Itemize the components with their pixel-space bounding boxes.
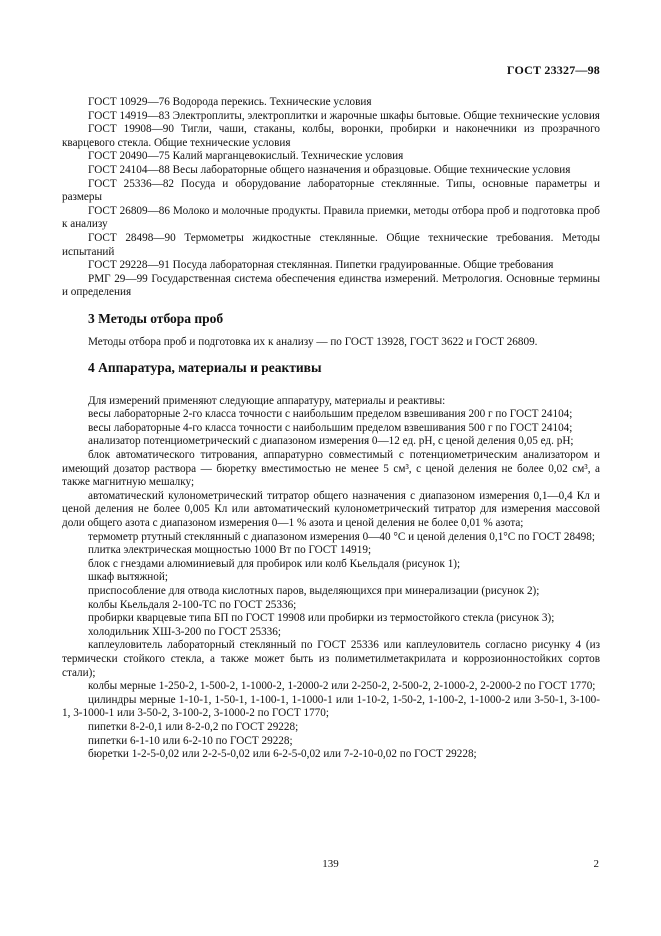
reference-line: ГОСТ 28498—90 Термометры жидкостные стеклянные. Общие технические требования. Методы испытаний <box>62 231 600 258</box>
equipment-item: блок автоматического титрования, аппаратурно совместимый с потенциометрическим анализатором и имеющий дозатор раствора — бюретку вместимостью не менее 5 см³, с ценой деления не более 0,02 см³, а также магнитную мешалку; <box>62 449 600 489</box>
document-code: ГОСТ 23327—98 <box>506 63 600 77</box>
equipment-item: цилиндры мерные 1-10-1, 1-50-1, 1-100-1, 1-1000-1 или 1-10-2, 1-50-2, 1-100-2, 1-1000-2 или 3-50-1, 3-100-1, 3-1000-1 или 3-50-2, 3-100-2, 3-1000-2 по ГОСТ 1770; <box>62 693 600 720</box>
equipment-item: термометр ртутный стеклянный с диапазоном измерения 0—40 °С и ценой деления 0,1°С по ГОСТ 28498; <box>88 530 595 543</box>
reference-line: ГОСТ 19908—90 Тигли, чаши, стаканы, колбы, воронки, пробирки и наконечники из прозрачного кварцевого стекла. Общие технические условия <box>62 123 600 149</box>
section-3-text: Методы отбора проб и подготовка их к анализу — по ГОСТ 13928, ГОСТ 3622 и ГОСТ 26809. <box>88 335 538 348</box>
equipment-item: пробирки кварцевые типа БП по ГОСТ 19908 или пробирки из термостойкого стекла (рисунок 3); <box>88 612 555 625</box>
reference-line: ГОСТ 10929—76 Водорода перекись. Технические условия <box>88 96 372 108</box>
equipment-item: каплеуловитель лабораторный стеклянный по ГОСТ 25336 или каплеуловитель согласно рисунку 4 (из термически стойкого стекла, а также может быть из полиметилметакрилата и коррозионностойких сортов стали); <box>62 639 600 679</box>
sheet-number: 2 <box>593 858 599 870</box>
section-4-title: 4 Аппаратура, материалы и реактивы <box>88 360 322 376</box>
reference-line: ГОСТ 25336—82 Посуда и оборудование лабораторные стеклянные. Типы, основные параметры и размеры <box>62 177 600 204</box>
section-3-title: 3 Методы отбора проб <box>88 310 224 326</box>
equipment-item: колбы мерные 1-250-2, 1-500-2, 1-1000-2, 1-2000-2 или 2-250-2, 2-500-2, 2-1000-2, 2-2000-2 по ГОСТ 1770; <box>88 680 596 693</box>
equipment-item: шкаф вытяжной; <box>88 571 168 584</box>
equipment-item: весы лабораторные 4-го класса точности с наибольшим пределом взвешивания 500 г по ГОСТ 24104; <box>88 421 573 434</box>
equipment-item: приспособление для отвода кислотных паров, выделяющихся при минерализации (рисунок 2); <box>88 585 540 597</box>
equipment-item: анализатор потенциометрический с диапазоном измерения 0—12 ед. pH, с ценой деления 0,05 ед. pH; <box>88 435 574 448</box>
reference-line: ГОСТ 20490—75 Калий марганцевокислый. Технические условия <box>88 150 404 163</box>
page-content <box>62 96 600 762</box>
reference-line: ГОСТ 26809—86 Молоко и молочные продукты. Правила приемки, методы отбора проб и подготовка проб к анализу <box>62 204 600 231</box>
equipment-item: пипетки 6-1-10 или 6-2-10 по ГОСТ 29228; <box>88 734 293 747</box>
reference-line: ГОСТ 29228—91 Посуда лабораторная стеклянная. Пипетки градуированные. Общие требования <box>88 259 554 272</box>
reference-line: ГОСТ 24104—88 Весы лабораторные общего назначения и образцовые. Общие технические условия <box>88 163 571 176</box>
page-number: 139 <box>322 858 339 870</box>
equipment-item: весы лабораторные 2-го класса точности с наибольшим пределом взвешивания 200 г по ГОСТ 24104; <box>88 408 573 421</box>
equipment-item: пипетки 8-2-0,1 или 8-2-0,2 по ГОСТ 29228; <box>88 720 299 733</box>
equipment-item: колбы Кьельдаля 2-100-ТС по ГОСТ 25336; <box>88 598 297 611</box>
equipment-item: плитка электрическая мощностью 1000 Вт по ГОСТ 14919; <box>88 544 372 557</box>
reference-line: ГОСТ 14919—83 Электроплиты, электроплитки и жарочные шкафы бытовые. Общие технические условия <box>88 109 600 122</box>
equipment-item: автоматический кулонометрический титратор общего назначения с диапазоном измерения 0,1—0,4 Кл и ценой деления не более 0,005 Кл или автоматический кулонометрический титратор для измерения массовой доли общего азота с диапазоном измерения 0—1 % азота и ценой деления не более 0,01 % азота; <box>62 489 600 530</box>
equipment-item: холодильник ХШ-3-200 по ГОСТ 25336; <box>88 625 281 638</box>
equipment-item: бюретки 1-2-5-0,02 или 2-2-5-0,02 или 6-2-5-0,02 или 7-2-10-0,02 по ГОСТ 29228; <box>88 748 477 761</box>
reference-line: РМГ 29—99 Государственная система обеспечения единства измерений. Метрология. Основные термины и определения <box>62 272 600 299</box>
equipment-item: блок с гнездами алюминиевый для пробирок или колб Кьельдаля (рисунок 1); <box>88 557 461 570</box>
equipment-item: Для измерений применяют следующие аппаратуру, материалы и реактивы: <box>88 394 446 407</box>
